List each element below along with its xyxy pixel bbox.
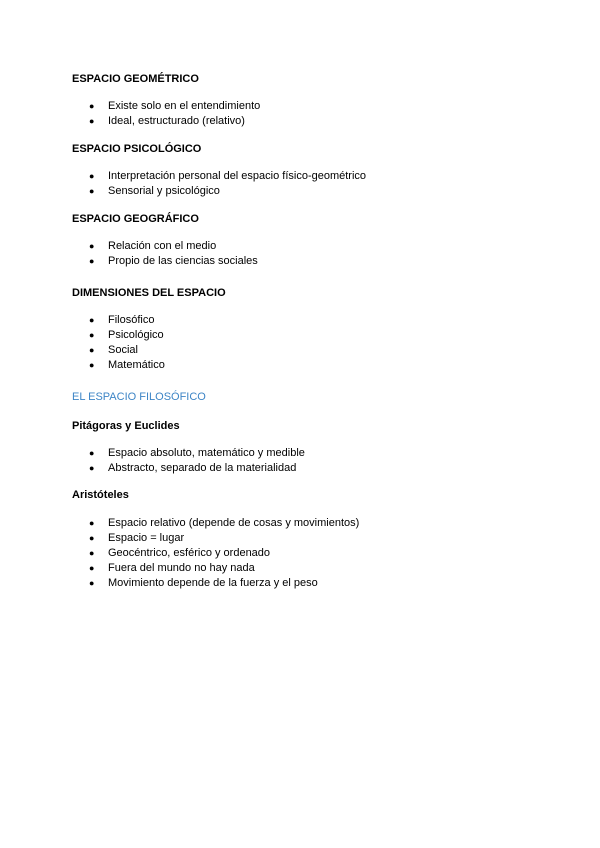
bullet-list — [72, 516, 359, 591]
bullet-icon: ● — [89, 578, 95, 588]
section-heading-accent: EL ESPACIO FILOSÓFICO — [72, 391, 206, 403]
bullet-icon: ● — [89, 315, 95, 325]
list-item: ● Movimiento depende de la fuerza y el peso — [89, 577, 318, 589]
list-item: ● Ideal, estructurado (relativo) — [89, 115, 245, 127]
list-item: ● Matemático — [89, 359, 165, 371]
bullet-icon: ● — [89, 533, 95, 543]
list-item: ● Espacio absoluto, matemático y medible — [89, 447, 305, 459]
bullet-icon: ● — [89, 101, 95, 111]
bullet-list — [72, 313, 226, 373]
bullet-icon: ● — [89, 548, 95, 558]
bullet-icon: ● — [89, 171, 95, 181]
section-espacio-psicologico — [72, 142, 366, 199]
bullet-icon: ● — [89, 563, 95, 573]
list-item: ● Espacio = lugar — [89, 532, 185, 544]
bullet-icon: ● — [89, 448, 95, 458]
list-item: ● Filosófico — [89, 314, 155, 326]
bullet-icon: ● — [89, 518, 95, 528]
list-item: ● Social — [89, 344, 138, 356]
list-item: ● Espacio relativo (depende de cosas y movimientos) — [89, 517, 360, 529]
list-item: ● Interpretación personal del espacio físico-geométrico — [89, 170, 367, 182]
bullet-icon: ● — [89, 360, 95, 370]
bullet-icon: ● — [89, 463, 95, 473]
section-heading: ESPACIO PSICOLÓGICO — [72, 143, 202, 155]
section-heading: ESPACIO GEOMÉTRICO — [72, 73, 199, 85]
bullet-list — [72, 446, 305, 476]
list-item: ● Existe solo en el entendimiento — [89, 100, 261, 112]
bullet-icon: ● — [89, 330, 95, 340]
section-aristoteles — [72, 488, 359, 591]
section-espacio-geometrico — [72, 72, 260, 129]
list-item: ● Psicológico — [89, 329, 164, 341]
list-item: ● Propio de las ciencias sociales — [89, 255, 258, 267]
section-el-espacio-filosofico — [72, 390, 206, 404]
section-dimensiones-del-espacio — [72, 286, 226, 373]
section-subheading: Aristóteles — [72, 489, 129, 501]
bullet-icon: ● — [89, 345, 95, 355]
list-item: ● Geocéntrico, esférico y ordenado — [89, 547, 271, 559]
section-heading: ESPACIO GEOGRÁFICO — [72, 213, 199, 225]
bullet-icon: ● — [89, 116, 95, 126]
bullet-icon: ● — [89, 241, 95, 251]
bullet-list — [72, 169, 366, 199]
list-item: ● Fuera del mundo no hay nada — [89, 562, 255, 574]
section-espacio-geografico — [72, 212, 258, 269]
list-item: ● Relación con el medio — [89, 240, 217, 252]
bullet-icon: ● — [89, 256, 95, 266]
list-item: ● Abstracto, separado de la materialidad — [89, 462, 297, 474]
section-subheading: Pitágoras y Euclides — [72, 420, 180, 432]
bullet-icon: ● — [89, 186, 95, 196]
section-pitagoras-y-euclides — [72, 419, 305, 476]
list-item: ● Sensorial y psicológico — [89, 185, 220, 197]
bullet-list — [72, 239, 258, 269]
section-heading: DIMENSIONES DEL ESPACIO — [72, 287, 226, 299]
bullet-list — [72, 99, 260, 129]
